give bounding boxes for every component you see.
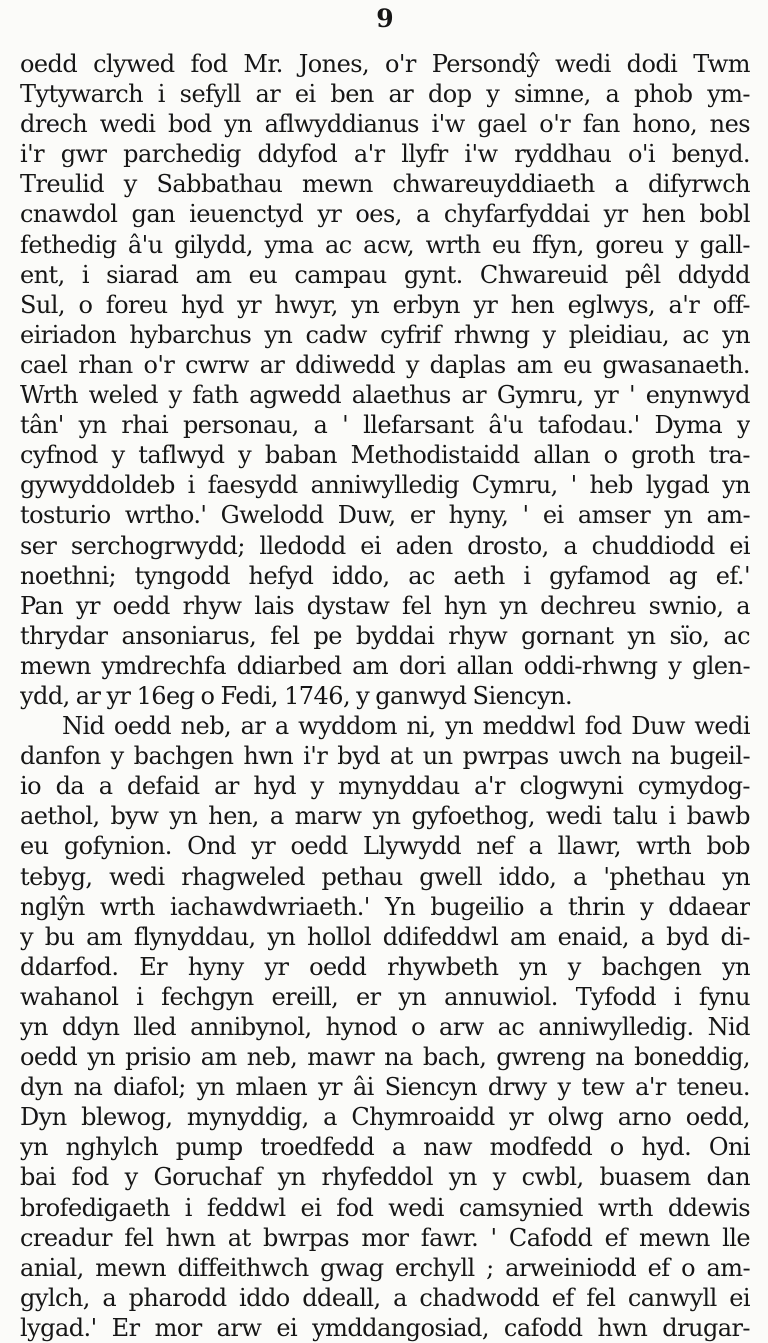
- text-line: gylch, a pharodd iddo ddeall, a chadwodd ef fel canwyll ei: [20, 1283, 750, 1312]
- text-line: mewn ymdrechfa ddiarbed am dori allan oddi-rhwng y glen-: [20, 651, 750, 680]
- text-line: thrydar ansoniarus, fel pe byddai rhyw gornant yn sïo, ac: [20, 621, 750, 650]
- text-line: ent, i siarad am eu campau gynt. Chwareuid pêl ddydd: [20, 260, 750, 289]
- text-line: brofedigaeth i feddwl ei fod wedi camsynied wrth ddewis: [20, 1193, 750, 1222]
- text-line: cael rhan o'r cwrw ar ddiwedd y daplas am eu gwasanaeth.: [20, 350, 750, 379]
- text-line: creadur fel hwn at bwrpas mor fawr. ' Cafodd ef mewn lle: [20, 1223, 750, 1252]
- page-number: 9: [376, 4, 394, 33]
- text-line: ydd, ar yr 16eg o Fedi, 1746, y ganwyd Siencyn.: [20, 681, 573, 710]
- text-line: tân' yn rhai personau, a ' llefarsant â'u tafodau.' Dyma y: [20, 411, 750, 440]
- text-line: ddarfod. Er hyny yr oedd rhywbeth yn y bachgen yn: [20, 952, 750, 981]
- text-line: Pan yr oedd rhyw lais dystaw fel hyn yn dechreu swnio, a: [20, 591, 750, 620]
- text-line: lygad.' Er mor arw ei ymddangosiad, cafodd hwn drugar-: [20, 1313, 750, 1342]
- text-line: tosturio wrtho.' Gwelodd Duw, er hyny, ' ei amser yn am-: [20, 501, 750, 530]
- text-line: eu gofynion. Ond yr oedd Llywydd nef a llawr, wrth bob: [20, 832, 750, 861]
- text-line: bai fod y Goruchaf yn rhyfeddol yn y cwbl, buasem dan: [20, 1163, 750, 1192]
- text-line: cyfnod y taflwyd y baban Methodistaidd allan o groth tra-: [20, 441, 750, 470]
- body-text: [20, 49, 750, 1343]
- text-line: gywyddoldeb i faesydd anniwylledig Cymru, ' heb lygad yn: [20, 471, 750, 500]
- book-page: [20, 0, 750, 1342]
- text-line: eiriadon hybarchus yn cadw cyfrif rhwng y pleidiau, ac yn: [20, 320, 750, 349]
- text-line: danfon y bachgen hwn i'r byd at un pwrpas uwch na bugeil-: [20, 742, 750, 771]
- text-line: anial, mewn diffeithwch gwag erchyll ; arweiniodd ef o am-: [20, 1253, 750, 1282]
- text-line: Treulid y Sabbathau mewn chwareuyddiaeth a difyrwch: [20, 170, 750, 199]
- text-line: nglŷn wrth iachawdwriaeth.' Yn bugeilio a thrin y ddaear: [20, 892, 750, 921]
- text-line: Wrth weled y fath agwedd alaethus ar Gymru, yr ' enynwyd: [20, 381, 750, 410]
- text-line: yn nghylch pump troedfedd a naw modfedd o hyd. Oni: [20, 1133, 750, 1162]
- text-line: oedd clywed fod Mr. Jones, o'r Persondŷ wedi dodi Twm: [20, 50, 750, 78]
- text-line: fethedig â'u gilydd, yma ac acw, wrth eu ffyn, goreu y gall-: [20, 230, 750, 259]
- text-line: i'r gwr parchedig ddyfod a'r llyfr i'w ryddhau o'i benyd.: [20, 140, 750, 169]
- text-line: aethol, byw yn hen, a marw yn gyfoethog, wedi talu i bawb: [20, 802, 750, 831]
- text-line: Sul, o foreu hyd yr hwyr, yn erbyn yr hen eglwys, a'r off-: [20, 290, 750, 319]
- text-line: drech wedi bod yn aflwyddianus i'w gael o'r fan hono, nes: [20, 110, 750, 139]
- text-line: Tytywarch i sefyll ar ei ben ar dop y simne, a phob ym-: [20, 80, 750, 109]
- text-line: cnawdol gan ieuenctyd yr oes, a chyfarfyddai yr hen bobl: [20, 200, 750, 229]
- text-line: noethni; tyngodd hefyd iddo, ac aeth i gyfamod ag ef.': [20, 561, 750, 590]
- text-line: dyn na diafol; yn mlaen yr âi Siencyn drwy y tew a'r teneu.: [20, 1073, 750, 1102]
- text-line: Nid oedd neb, ar a wyddom ni, yn meddwl fod Duw wedi: [62, 712, 750, 741]
- text-line: y bu am flynyddau, yn hollol ddifeddwl am enaid, a byd di-: [20, 922, 750, 951]
- text-line: Dyn blewog, mynyddig, a Chymroaidd yr olwg arno oedd,: [20, 1103, 750, 1132]
- text-line: io da a defaid ar hyd y mynyddau a'r clogwyni cymydog-: [20, 772, 750, 801]
- text-line: yn ddyn lled annibynol, hynod o arw ac anniwylledig. Nid: [20, 1013, 750, 1041]
- text-line: tebyg, wedi rhagweled pethau gwell iddo, a 'phethau yn: [20, 862, 750, 891]
- text-line: wahanol i fechgyn ereill, er yn annuwiol. Tyfodd i fynu: [20, 982, 750, 1011]
- text-line: oedd yn prisio am neb, mawr na bach, gwreng na boneddig,: [20, 1043, 750, 1072]
- text-line: ser serchogrwydd; lledodd ei aden drosto, a chuddiodd ei: [20, 531, 750, 560]
